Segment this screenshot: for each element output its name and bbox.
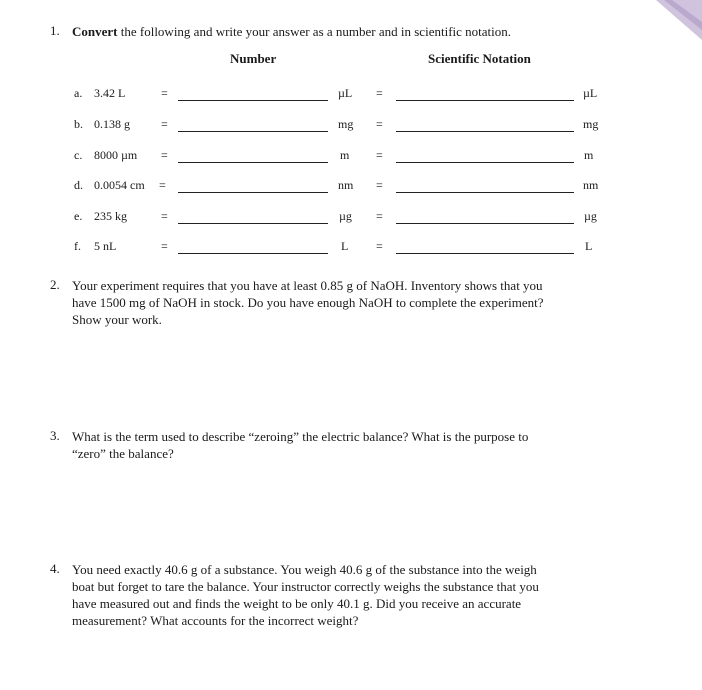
page-corner-decoration [642, 0, 702, 52]
conversion-row-c [0, 148, 702, 168]
q4-line: You need exactly 40.6 g of a substance. You weigh 40.6 g of the substance into the weigh [72, 562, 537, 577]
scientific-answer-blank[interactable] [396, 131, 574, 132]
equals-sign: = [161, 239, 168, 253]
column-header-number: Number [230, 51, 277, 66]
q2-line: Show your work. [72, 312, 162, 327]
row-unit: nm [338, 178, 354, 192]
q2-prompt [72, 277, 544, 328]
q3-line: “zero” the balance? [72, 446, 174, 461]
row-unit-scientific: mg [583, 117, 599, 131]
equals-sign: = [376, 239, 383, 253]
column-header-scientific-notation: Scientific Notation [428, 51, 531, 66]
row-letter: b. [74, 117, 83, 131]
conversion-row-e [0, 209, 702, 229]
row-value: 8000 µm [94, 148, 138, 162]
equals-sign: = [161, 148, 168, 162]
q4-line: measurement? What accounts for the incorrect weight? [72, 613, 359, 628]
row-letter: e. [74, 209, 83, 223]
q2-number: 2. [50, 277, 60, 292]
scientific-answer-blank[interactable] [396, 100, 574, 101]
row-value: 235 kg [94, 209, 127, 223]
row-unit: L [341, 239, 349, 253]
number-answer-blank[interactable] [178, 162, 328, 163]
equals-sign: = [376, 148, 383, 162]
row-letter: a. [74, 86, 83, 100]
q1-text: the following and write your answer as a number and in scientific notation. [117, 24, 512, 39]
q2-line: have 1500 mg of NaOH in stock. Do you have enough NaOH to complete the experiment? [72, 295, 544, 310]
q4-line: boat but forget to tare the balance. Your instructor correctly weighs the substance that you [72, 579, 539, 594]
row-unit-scientific: L [585, 239, 593, 253]
row-unit-scientific: µL [583, 86, 598, 100]
q1-lead: Convert [72, 24, 118, 39]
row-letter: f. [74, 239, 81, 253]
row-unit-scientific: nm [583, 178, 599, 192]
q1-prompt [72, 23, 511, 40]
row-unit: m [340, 148, 350, 162]
row-value: 0.0054 cm [94, 178, 145, 192]
q3-prompt [72, 428, 528, 462]
scientific-answer-blank[interactable] [396, 162, 574, 163]
row-value: 5 nL [94, 239, 117, 253]
equals-sign: = [376, 178, 383, 192]
equals-sign: = [159, 178, 166, 192]
scientific-answer-blank[interactable] [396, 253, 574, 254]
q3-number: 3. [50, 428, 60, 443]
equals-sign: = [376, 86, 383, 100]
q3-line: What is the term used to describe “zeroing” the electric balance? What is the purpose to [72, 429, 529, 444]
equals-sign: = [376, 209, 383, 223]
row-unit-scientific: m [584, 148, 594, 162]
number-answer-blank[interactable] [178, 131, 328, 132]
q2-line: Your experiment requires that you have at least 0.85 g of NaOH. Inventory shows that you [72, 278, 543, 293]
row-unit: mg [338, 117, 354, 131]
number-answer-blank[interactable] [178, 192, 328, 193]
q4-line: have measured out and finds the weight to be only 40.1 g. Did you receive an accurate [72, 596, 522, 611]
equals-sign: = [376, 117, 383, 131]
scientific-answer-blank[interactable] [396, 192, 574, 193]
number-answer-blank[interactable] [178, 253, 328, 254]
number-answer-blank[interactable] [178, 100, 328, 101]
equals-sign: = [161, 209, 168, 223]
number-answer-blank[interactable] [178, 223, 328, 224]
row-unit: µL [338, 86, 353, 100]
scientific-answer-blank[interactable] [396, 223, 574, 224]
conversion-row-b [0, 117, 702, 137]
row-value: 0.138 g [94, 117, 130, 131]
equals-sign: = [161, 86, 168, 100]
row-letter: d. [74, 178, 83, 192]
row-value: 3.42 L [94, 86, 126, 100]
equals-sign: = [161, 117, 168, 131]
row-letter: c. [74, 148, 83, 162]
conversion-row-f [0, 239, 702, 259]
q4-number: 4. [50, 561, 60, 576]
q4-prompt [72, 561, 539, 629]
conversion-row-d [0, 178, 702, 198]
row-unit: µg [339, 209, 352, 223]
q1-number: 1. [50, 23, 60, 38]
row-unit-scientific: µg [584, 209, 597, 223]
conversion-row-a [0, 86, 702, 106]
